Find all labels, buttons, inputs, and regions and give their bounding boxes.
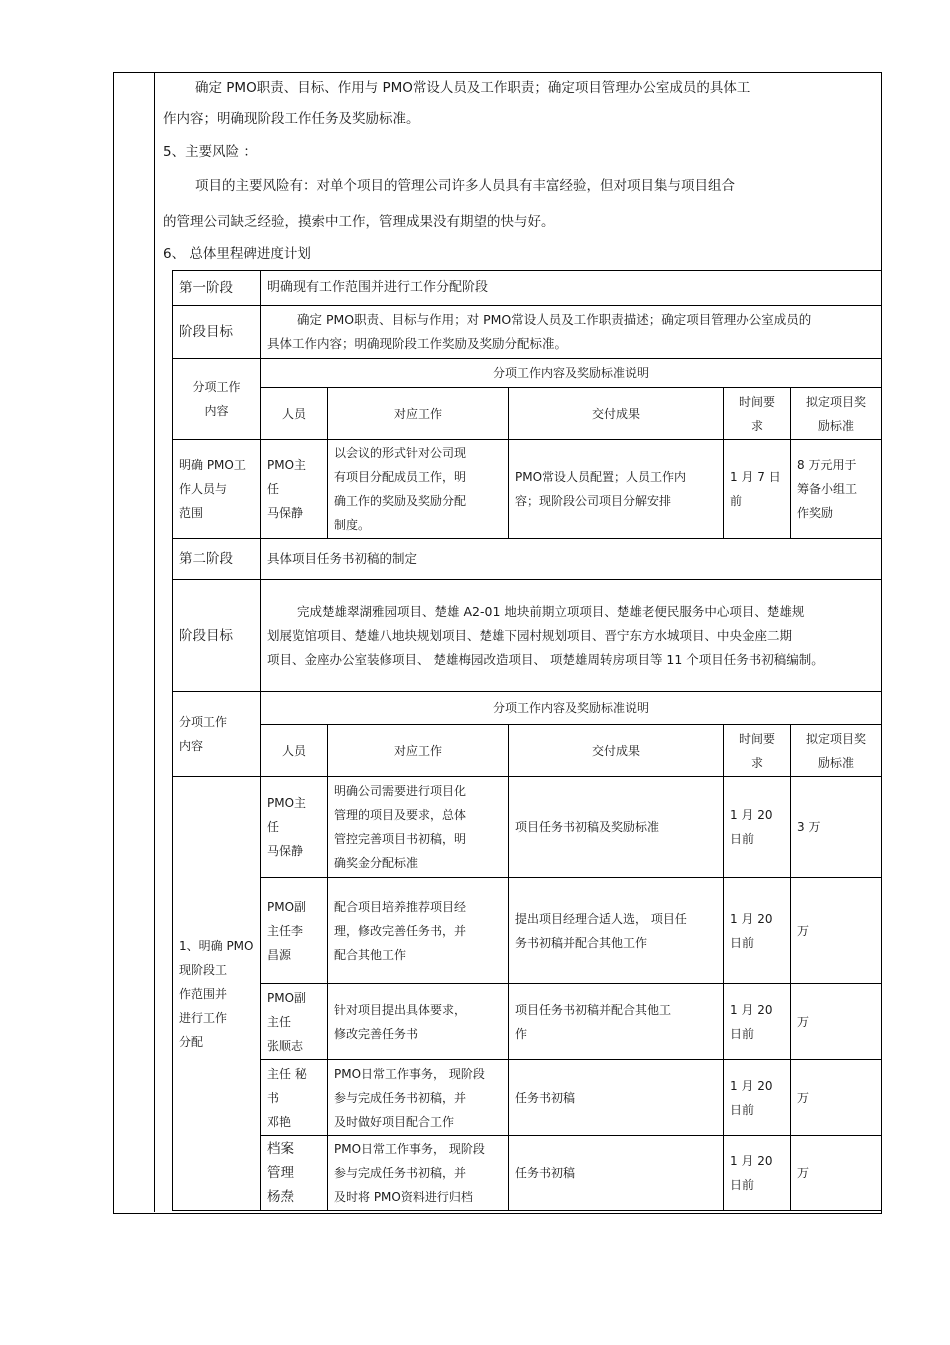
col-deliver: 交付成果 xyxy=(509,388,724,440)
task-item xyxy=(173,440,261,539)
cell-line: PMO主 xyxy=(267,458,307,472)
subitem-label xyxy=(173,692,261,777)
goal-line: 确定 PMO职责、目标与作用；对 PMO常设人员及工作职责描述；确定项目管理办公室成员的 xyxy=(297,312,812,327)
phase-1-title: 明确现有工作范围并进行工作分配阶段 xyxy=(261,271,882,306)
goal-line: 项目、金座办公室装修项目、 楚雄梅园改造项目、 项楚雄周转房项目等 11 个项目任务书初稿编制。 xyxy=(267,651,824,667)
cell-line: 管理 xyxy=(267,1165,294,1181)
task-time xyxy=(724,984,791,1060)
cell-line: 张顺志 xyxy=(267,1038,304,1053)
cell-line: 日前 xyxy=(730,1026,755,1041)
cell-line: 马保静 xyxy=(267,844,304,858)
cell-line: 马保静 xyxy=(267,506,304,520)
table-row xyxy=(173,777,882,878)
phase-2-name: 第二阶段 xyxy=(173,539,261,580)
cell-line: 项目任务书初稿并配合其他工 xyxy=(515,1002,672,1017)
task-time xyxy=(724,878,791,984)
cell-line: 日前 xyxy=(730,935,755,950)
task-person xyxy=(261,440,328,539)
col-time xyxy=(724,725,791,777)
col-reward xyxy=(791,725,882,777)
milestone-table xyxy=(172,270,882,1211)
risk-line-2: 的管理公司缺乏经验，摸索中工作，管理成果没有期望的快与好。 xyxy=(163,214,555,230)
task-time xyxy=(724,1136,791,1211)
task-reward xyxy=(791,440,882,539)
col-work: 对应工作 xyxy=(328,725,509,777)
subitem-label xyxy=(173,359,261,440)
task-work xyxy=(328,1136,509,1211)
cell-line: PMO常设人员配置；人员工作内 xyxy=(515,470,687,484)
task-deliver xyxy=(509,440,724,539)
col-time xyxy=(724,388,791,440)
cell-line: 明确 PMO工 xyxy=(179,458,246,472)
cell-line: PMO日常工作事务， 现阶段 xyxy=(334,1142,485,1156)
cell-line: 1 月 7 日 xyxy=(730,470,781,484)
cell-line: 进行工作 xyxy=(179,1010,228,1025)
cell-line: 任务书初稿 xyxy=(515,1090,576,1105)
cell-line: 1 月 20 xyxy=(730,1078,773,1093)
cell-line: 杨焘 xyxy=(267,1189,294,1205)
table-row xyxy=(173,984,882,1060)
cell-line: 昌源 xyxy=(267,947,292,962)
task-deliver xyxy=(509,984,724,1060)
cell-line: 及时做好项目配合工作 xyxy=(334,1114,455,1129)
cell-line: 1 月 20 xyxy=(730,1154,773,1168)
label-text: 拟定项目奖 xyxy=(806,394,867,409)
task-person xyxy=(261,984,328,1060)
desc-header: 分项工作内容及奖励标准说明 xyxy=(261,359,882,388)
cell-line: 范围 xyxy=(179,506,204,520)
cell-line: 分配 xyxy=(179,1034,204,1049)
phase-1-goal-row xyxy=(173,306,882,359)
column-header-row xyxy=(173,725,882,777)
cell-line: 管理的项目及要求，总体 xyxy=(334,808,467,822)
col-person: 人员 xyxy=(261,725,328,777)
cell-line: 筹备小组工 xyxy=(797,482,858,496)
task-deliver xyxy=(509,1136,724,1211)
phase-2-goal xyxy=(261,580,882,692)
phase-2-row xyxy=(173,539,882,580)
col-reward xyxy=(791,388,882,440)
table-row xyxy=(173,878,882,984)
cell-line: 任务书初稿 xyxy=(515,1166,576,1180)
cell-line: 有项目分配成员工作，明 xyxy=(334,470,467,484)
cell-line: 1 月 20 xyxy=(730,911,773,926)
cell-line: 制度。 xyxy=(334,518,371,532)
cell-line: 日前 xyxy=(730,1102,755,1117)
task-work xyxy=(328,440,509,539)
cell-line: 日前 xyxy=(730,1178,755,1192)
task-deliver xyxy=(509,777,724,878)
cell-line: 书 xyxy=(267,1090,280,1105)
label-text: 拟定项目奖 xyxy=(806,731,867,746)
phase-2-goal-label: 阶段目标 xyxy=(173,580,261,692)
cell-line: 确工作的奖励及奖励分配 xyxy=(334,494,467,508)
col-person: 人员 xyxy=(261,388,328,440)
phase-1-goal xyxy=(261,306,882,359)
cell-line: PMO副 xyxy=(267,990,307,1005)
task-work xyxy=(328,878,509,984)
task-reward: 万 xyxy=(791,1060,882,1136)
task-work xyxy=(328,984,509,1060)
label-text: 时间要 xyxy=(738,731,775,746)
label-text: 分项工作 xyxy=(179,715,228,729)
milestone-heading: 6、 总体里程碑进度计划 xyxy=(163,246,311,262)
column-header-row xyxy=(173,388,882,440)
task-reward: 万 xyxy=(791,984,882,1060)
task-person xyxy=(261,1060,328,1136)
table-row xyxy=(173,1060,882,1136)
task-reward: 3 万 xyxy=(791,777,882,878)
cell-line: 1、明确 PMO xyxy=(179,938,254,953)
cell-line: 针对项目提出具体要求， xyxy=(334,1002,467,1017)
risk-line-1: 项目的主要风险有：对单个项目的管理公司许多人员具有丰富经验，但对项目集与项目组合 xyxy=(195,178,735,194)
task-deliver xyxy=(509,1060,724,1136)
label-text: 内容 xyxy=(179,739,204,753)
label-text: 励标准 xyxy=(818,755,855,770)
table-row xyxy=(173,440,882,539)
label-text: 时间要 xyxy=(738,394,775,409)
task-item xyxy=(173,777,261,1211)
label-text: 分项工作 xyxy=(192,380,241,394)
task-work xyxy=(328,777,509,878)
cell-line: PMO日常工作事务， 现阶段 xyxy=(334,1066,485,1081)
cell-line: 明确公司需要进行项目化 xyxy=(334,784,467,798)
cell-line: 邓艳 xyxy=(267,1114,292,1129)
task-time xyxy=(724,1060,791,1136)
cell-line: 作人员与 xyxy=(179,482,228,496)
phase-2-goal-row xyxy=(173,580,882,692)
cell-line: 任 xyxy=(267,820,280,834)
cell-line: 现阶段工 xyxy=(179,962,228,977)
cell-line: 修改完善任务书 xyxy=(334,1026,419,1041)
cell-line: 作 xyxy=(515,1026,528,1041)
task-person xyxy=(261,777,328,878)
cell-line: 档案 xyxy=(267,1141,294,1157)
cell-line: 务书初稿并配合其他工作 xyxy=(515,935,648,950)
cell-line: 主任 秘 xyxy=(267,1066,307,1081)
cell-line: 参与完成任务书初稿，并 xyxy=(334,1166,467,1180)
cell-line: 日前 xyxy=(730,832,755,846)
label-text: 内容 xyxy=(204,404,229,418)
task-time xyxy=(724,777,791,878)
task-reward: 万 xyxy=(791,878,882,984)
desc-header: 分项工作内容及奖励标准说明 xyxy=(261,692,882,725)
label-text: 励标准 xyxy=(818,418,855,433)
cell-line: PMO主 xyxy=(267,796,307,810)
col-work: 对应工作 xyxy=(328,388,509,440)
cell-line: 主任 xyxy=(267,1014,292,1029)
phase-1-name: 第一阶段 xyxy=(173,271,261,306)
goal-line: 具体工作内容；明确现阶段工作奖励及奖励分配标准。 xyxy=(267,336,568,351)
table-row xyxy=(173,1136,882,1211)
cell-line: 配合其他工作 xyxy=(334,947,407,962)
cell-line: 前 xyxy=(730,494,743,508)
cell-line: 作奖励 xyxy=(797,506,834,520)
cell-line: 及时将 PMO资料进行归档 xyxy=(334,1190,473,1204)
cell-line: 容；现阶段公司项目分解安排 xyxy=(515,494,672,508)
cell-line: 主任李 xyxy=(267,923,304,938)
risk-heading: 5、主要风险 ： xyxy=(163,144,257,160)
frame-inner-border xyxy=(154,72,155,1212)
cell-line: 项目任务书初稿及奖励标准 xyxy=(515,820,660,834)
intro-line-1: 确定 PMO职责、目标、作用与 PMO常设人员及工作职责；确定项目管理办公室成员的具体工 xyxy=(195,80,751,96)
cell-line: 提出项目经理合适人选， 项目任 xyxy=(515,911,687,926)
col-deliver: 交付成果 xyxy=(509,725,724,777)
cell-line: 参与完成任务书初稿，并 xyxy=(334,1090,467,1105)
goal-line: 完成楚雄翠湖雅园项目、楚雄 A2-01 地块前期立项项目、楚雄老便民服务中心项目、楚雄规 xyxy=(297,603,805,619)
cell-line: 8 万元用于 xyxy=(797,458,857,472)
task-reward: 万 xyxy=(791,1136,882,1211)
cell-line: 配合项目培养推荐项目经 xyxy=(334,899,467,914)
cell-line: 任 xyxy=(267,482,280,496)
cell-line: 确奖金分配标准 xyxy=(334,856,419,870)
cell-line: 1 月 20 xyxy=(730,808,773,822)
label-text: 求 xyxy=(750,418,763,433)
task-person xyxy=(261,878,328,984)
phase-1-row xyxy=(173,271,882,306)
task-deliver xyxy=(509,878,724,984)
cell-line: 管控完善项目书初稿，明 xyxy=(334,832,467,846)
cell-line: 理，修改完善任务书，并 xyxy=(334,923,467,938)
label-text: 求 xyxy=(750,755,763,770)
task-work xyxy=(328,1060,509,1136)
phase-1-goal-label: 阶段目标 xyxy=(173,306,261,359)
task-person xyxy=(261,1136,328,1211)
task-time xyxy=(724,440,791,539)
cell-line: 1 月 20 xyxy=(730,1002,773,1017)
phase-2-title: 具体项目任务书初稿的制定 xyxy=(261,539,882,580)
cell-line: 以会议的形式针对公司现 xyxy=(334,446,467,460)
cell-line: 作范围并 xyxy=(179,986,228,1001)
cell-line: PMO副 xyxy=(267,899,307,914)
goal-line: 划展览馆项目、楚雄八地块规划项目、楚雄下园村规划项目、晋宁东方水城项目、中央金座二期 xyxy=(267,627,793,643)
intro-line-2: 作内容；明确现阶段工作任务及奖励标准。 xyxy=(163,111,420,127)
